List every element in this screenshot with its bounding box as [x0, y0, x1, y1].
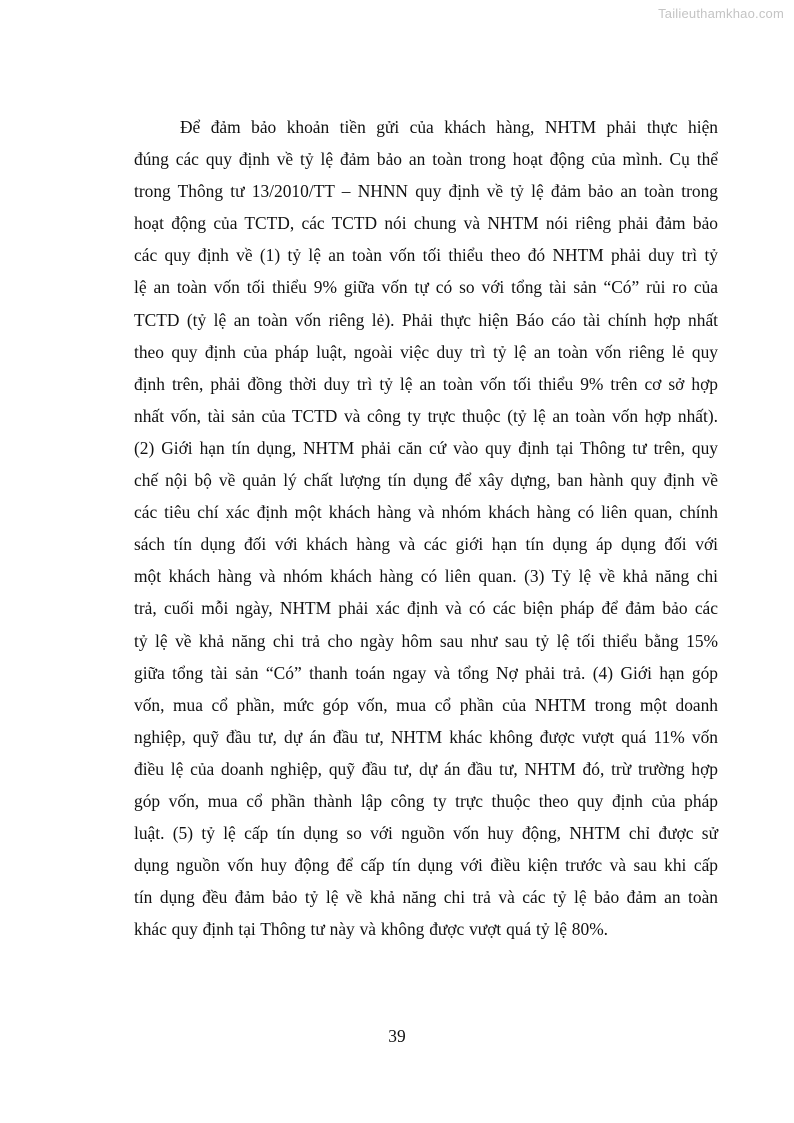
paragraph-line: trong Thông tư 13/2010/TT – NHNN quy định về tỷ lệ đảm bảo an toàn trong — [134, 181, 718, 202]
paragraph-line: luật. (5) tỷ lệ cấp tín dụng so với nguồn vốn huy động, NHTM chỉ được sử — [134, 823, 718, 844]
paragraph-line: chế nội bộ về quản lý chất lượng tín dụng để xây dựng, ban hành quy định về — [134, 470, 718, 491]
paragraph-line: nghiệp, quỹ đầu tư, dự án đầu tư, NHTM khác không được vượt quá 11% vốn — [134, 726, 718, 747]
paragraph-line: tỷ lệ về khả năng chi trả cho ngày hôm sau như sau tỷ lệ tối thiểu bằng 15% — [134, 630, 718, 651]
paragraph-line: tín dụng đều đảm bảo tỷ lệ về khả năng chi trả và các tỷ lệ bảo đảm an toàn — [134, 887, 718, 908]
paragraph-line: nhất vốn, tài sản của TCTD và công ty trực thuộc (tỷ lệ an toàn vốn hợp nhất). — [134, 405, 718, 426]
paragraph-line: đúng các quy định về tỷ lệ đảm bảo an toàn trong hoạt động của mình. Cụ thể — [134, 149, 718, 170]
paragraph-line: điều lệ của doanh nghiệp, quỹ đầu tư, dự án đầu tư, NHTM đó, trừ trường hợp — [134, 758, 718, 779]
paragraph-line: các tiêu chí xác định một khách hàng và nhóm khách hàng có liên quan, chính — [134, 502, 718, 523]
paragraph-line: một khách hàng và nhóm khách hàng có liên quan. (3) Tỷ lệ về khả năng chi — [134, 566, 718, 587]
paragraph-line: sách tín dụng đối với khách hàng và các giới hạn tín dụng áp dụng đối với — [134, 534, 718, 555]
paragraph-line: TCTD (tỷ lệ an toàn vốn riêng lẻ). Phải thực hiện Báo cáo tài chính hợp nhất — [134, 309, 718, 330]
paragraph-line: trả, cuối mỗi ngày, NHTM phải xác định và có các biện pháp để đảm bảo các — [134, 598, 718, 619]
watermark-text: Tailieuthamkhao.com — [658, 6, 784, 21]
paragraph-line: các quy định về (1) tỷ lệ an toàn vốn tối thiểu theo đó NHTM phải duy trì tỷ — [134, 245, 718, 266]
paragraph-line: định trên, phải đồng thời duy trì tỷ lệ an toàn vốn tối thiểu 9% trên cơ sở hợp — [134, 373, 718, 394]
paragraph-line: lệ an toàn vốn tối thiểu 9% giữa vốn tự có so với tổng tài sản “Có” rủi ro của — [134, 277, 718, 298]
paragraph-line: hoạt động của TCTD, các TCTD nói chung và NHTM nói riêng phải đảm bảo — [134, 213, 718, 234]
paragraph-line: giữa tổng tài sản “Có” thanh toán ngay và tổng Nợ phải trả. (4) Giới hạn góp — [134, 662, 718, 683]
paragraph-line: khác quy định tại Thông tư này và không được vượt quá tỷ lệ 80%. — [134, 919, 609, 940]
paragraph-line: góp vốn, mua cổ phần thành lập công ty trực thuộc theo quy định của pháp — [134, 790, 718, 811]
body-paragraph — [134, 111, 718, 945]
page-number: 39 — [388, 1026, 406, 1046]
paragraph-line: vốn, mua cổ phần, mức góp vốn, mua cổ phần của NHTM trong một doanh — [134, 694, 718, 715]
paragraph-line: dụng nguồn vốn huy động để cấp tín dụng với điều kiện trước và sau khi cấp — [134, 855, 718, 876]
paragraph-line: theo quy định của pháp luật, ngoài việc duy trì tỷ lệ an toàn vốn riêng lẻ quy — [134, 341, 718, 362]
paragraph-line: (2) Giới hạn tín dụng, NHTM phải căn cứ vào quy định tại Thông tư trên, quy — [134, 437, 718, 458]
paragraph-line: Để đảm bảo khoản tiền gửi của khách hàng, NHTM phải thực hiện — [180, 117, 718, 137]
